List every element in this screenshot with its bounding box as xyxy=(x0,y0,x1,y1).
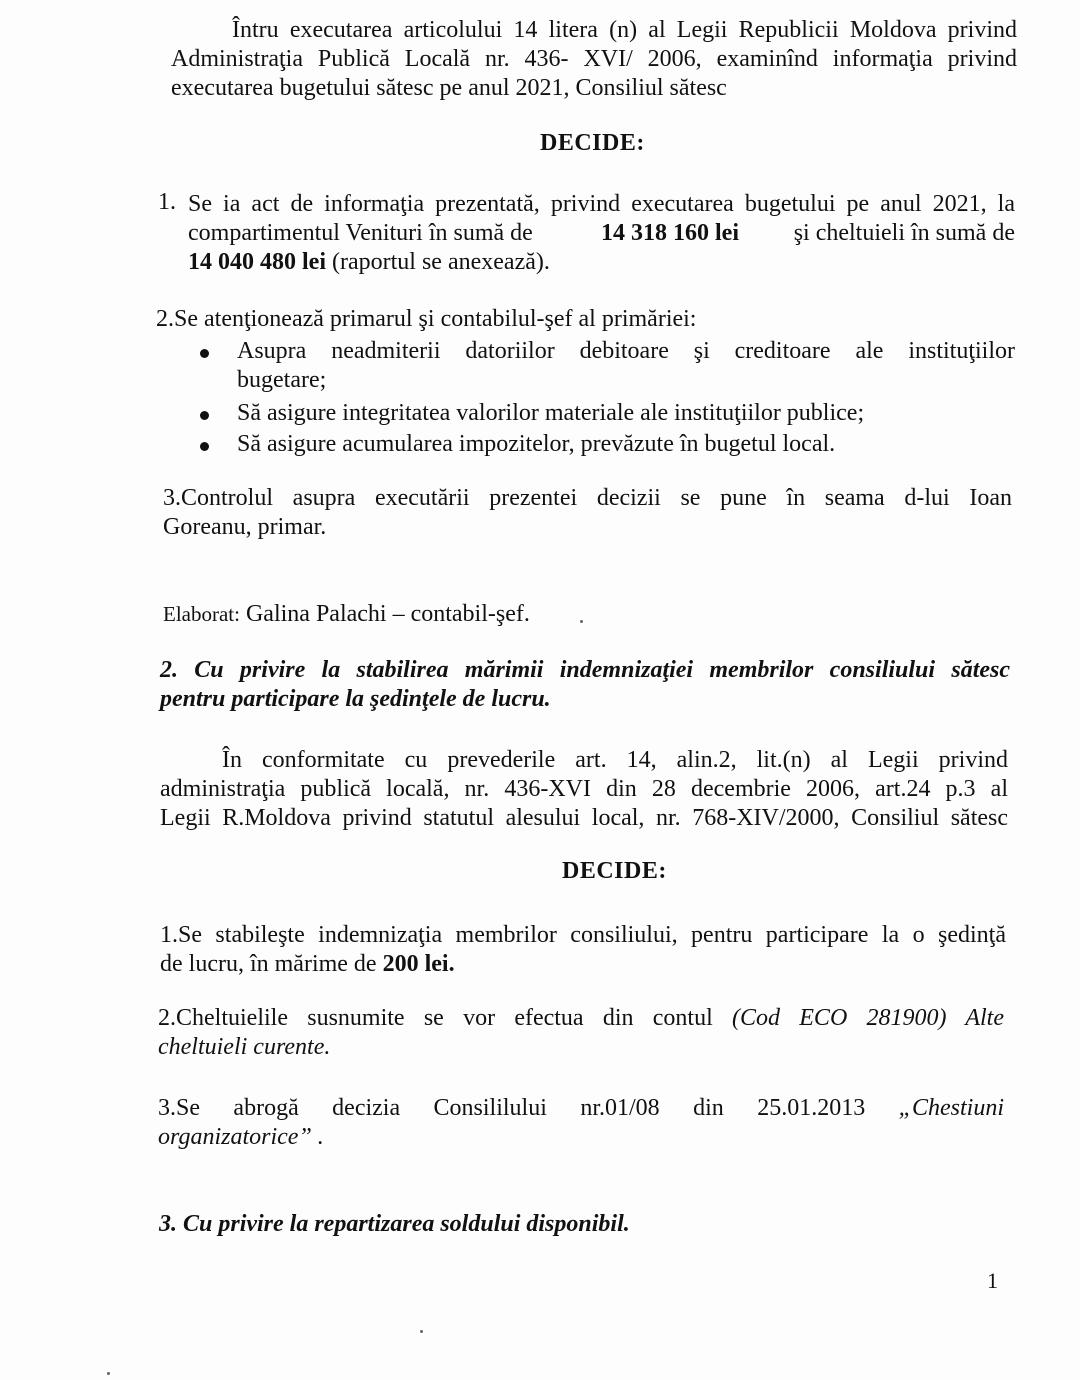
item-1-paragraph xyxy=(188,190,1015,277)
scan-speck xyxy=(580,620,583,623)
item-1-number: 1. xyxy=(158,189,176,215)
bullet-item-2 xyxy=(200,399,1015,428)
section-2-body-line-2: administraţia publică locală, nr. 436-XVI din 28 decembrie 2006, art.24 p.3 al xyxy=(160,776,1008,802)
section-2-body xyxy=(160,746,1008,833)
indemnizatie-amount: 200 lei xyxy=(382,951,449,977)
decide-heading-1: DECIDE: xyxy=(540,130,645,156)
item-1-line-1: Se ia act de informaţia prezentată, privind executarea bugetului pe anul 2021, la xyxy=(188,191,1015,217)
section-2-point-1-text: de lucru, în mărime de xyxy=(160,951,383,977)
intro-line-1: Întru executarea articolului 14 litera (n) al Legii Republicii Moldova privind xyxy=(232,17,1017,43)
item-2-intro: 2.Se atenţionează primarul şi contabilul-şef al primăriei: xyxy=(156,306,697,332)
elaborat-line xyxy=(163,600,530,629)
section-2-point-1 xyxy=(160,921,1006,979)
page-number: 1 xyxy=(987,1268,998,1293)
section-2-point-3-line-2 xyxy=(158,1123,1004,1152)
section-2-point-3-line-1 xyxy=(158,1094,1004,1123)
bullet-item-3 xyxy=(200,430,1015,459)
bullet-1-line-1: Asupra neadmiterii datoriilor debitoare şi creditoare ale instituţiilor xyxy=(237,338,1015,364)
bullet-3-text: Să asigure acumularea impozitelor, prevăzute în bugetul local. xyxy=(237,431,836,457)
item-1-line-2-text-b: şi cheltuieli în sumă de xyxy=(793,220,1015,246)
section-2-point-3-text: 3.Se abrogă decizia Consililului nr.01/08 din 25.01.2013 xyxy=(158,1095,899,1121)
section-2-point-2-line-2 xyxy=(158,1033,1004,1062)
intro-paragraph xyxy=(171,16,1017,103)
item-3-line-2: Goreanu, primar. xyxy=(163,514,327,540)
venituri-amount: 14 318 160 lei xyxy=(601,220,739,246)
item-1-line-3-rest: (raportul se anexează). xyxy=(326,249,550,275)
section-2-title-line-2: pentru participare la şedinţele de lucru. xyxy=(160,686,551,712)
section-3-title: 3. Cu privire la repartizarea soldului disponibil. xyxy=(159,1211,630,1237)
cod-eco-text: (Cod ECO 281900) Alte xyxy=(732,1005,1004,1031)
bullet-1-line-2: bugetare; xyxy=(237,367,327,393)
bullet-dot-icon xyxy=(200,411,209,420)
section-2-title-line-1: 2. Cu privire la stabilirea mărimii indemnizaţiei membrilor consiliului sătesc xyxy=(160,657,1010,683)
cheltuieli-amount: 14 040 480 lei xyxy=(188,249,326,275)
organizatorice-text: organizatorice” . xyxy=(158,1124,324,1150)
item-1-line-2 xyxy=(188,219,1015,248)
item-1-line-2-text-a: compartimentul Venituri în sumă de xyxy=(188,220,533,246)
chestiuni-text: „Chestiuni xyxy=(898,1095,1004,1121)
intro-line-2: Administraţia Publică Locală nr. 436- XVI/ 2006, examinînd informaţia privind xyxy=(171,46,1017,72)
elaborat-value: Galina Palachi – contabil-şef. xyxy=(245,601,530,627)
section-2-body-line-1: În conformitate cu prevederile art. 14, alin.2, lit.(n) al Legii privind xyxy=(222,747,1008,773)
section-2-body-line-3: Legii R.Moldova privind statutul alesului local, nr. 768-XIV/2000, Consiliul sătesc xyxy=(160,805,1008,831)
item-3-line-1: 3.Controlul asupra executării prezentei decizii se pune în seama d-lui Ioan xyxy=(163,485,1012,511)
section-2-point-1-end: . xyxy=(448,951,455,977)
bullet-item-1 xyxy=(200,337,1015,395)
decide-heading-2: DECIDE: xyxy=(562,858,667,884)
section-2-point-2 xyxy=(158,1004,1004,1062)
intro-line-3: executarea bugetului sătesc pe anul 2021, Consiliul sătesc xyxy=(171,75,727,101)
item-3-paragraph xyxy=(163,484,1012,542)
section-2-point-1-line-1: 1.Se stabileşte indemnizaţia membrilor consiliului, pentru participare la o şedinţă xyxy=(160,922,1006,948)
section-2-point-2-text: 2.Cheltuielile susnumite se vor efectua din contul xyxy=(158,1005,733,1031)
item-1-line-3 xyxy=(188,248,1015,277)
bullet-2-text: Să asigure integritatea valorilor materiale ale instituţiilor publice; xyxy=(237,400,865,426)
bullet-dot-icon xyxy=(200,442,209,451)
section-2-title xyxy=(160,656,1010,714)
section-2-point-1-line-2 xyxy=(160,950,1006,979)
cheltuieli-curente-text: cheltuieli curente. xyxy=(158,1034,331,1060)
scan-speck xyxy=(420,1330,423,1333)
bullet-dot-icon xyxy=(200,349,209,358)
item-2-bullet-list xyxy=(200,337,1015,459)
scan-speck xyxy=(107,1372,110,1375)
section-2-point-3 xyxy=(158,1094,1004,1152)
elaborat-label: Elaborat: xyxy=(163,602,240,626)
section-2-point-2-line-1 xyxy=(158,1004,1004,1033)
